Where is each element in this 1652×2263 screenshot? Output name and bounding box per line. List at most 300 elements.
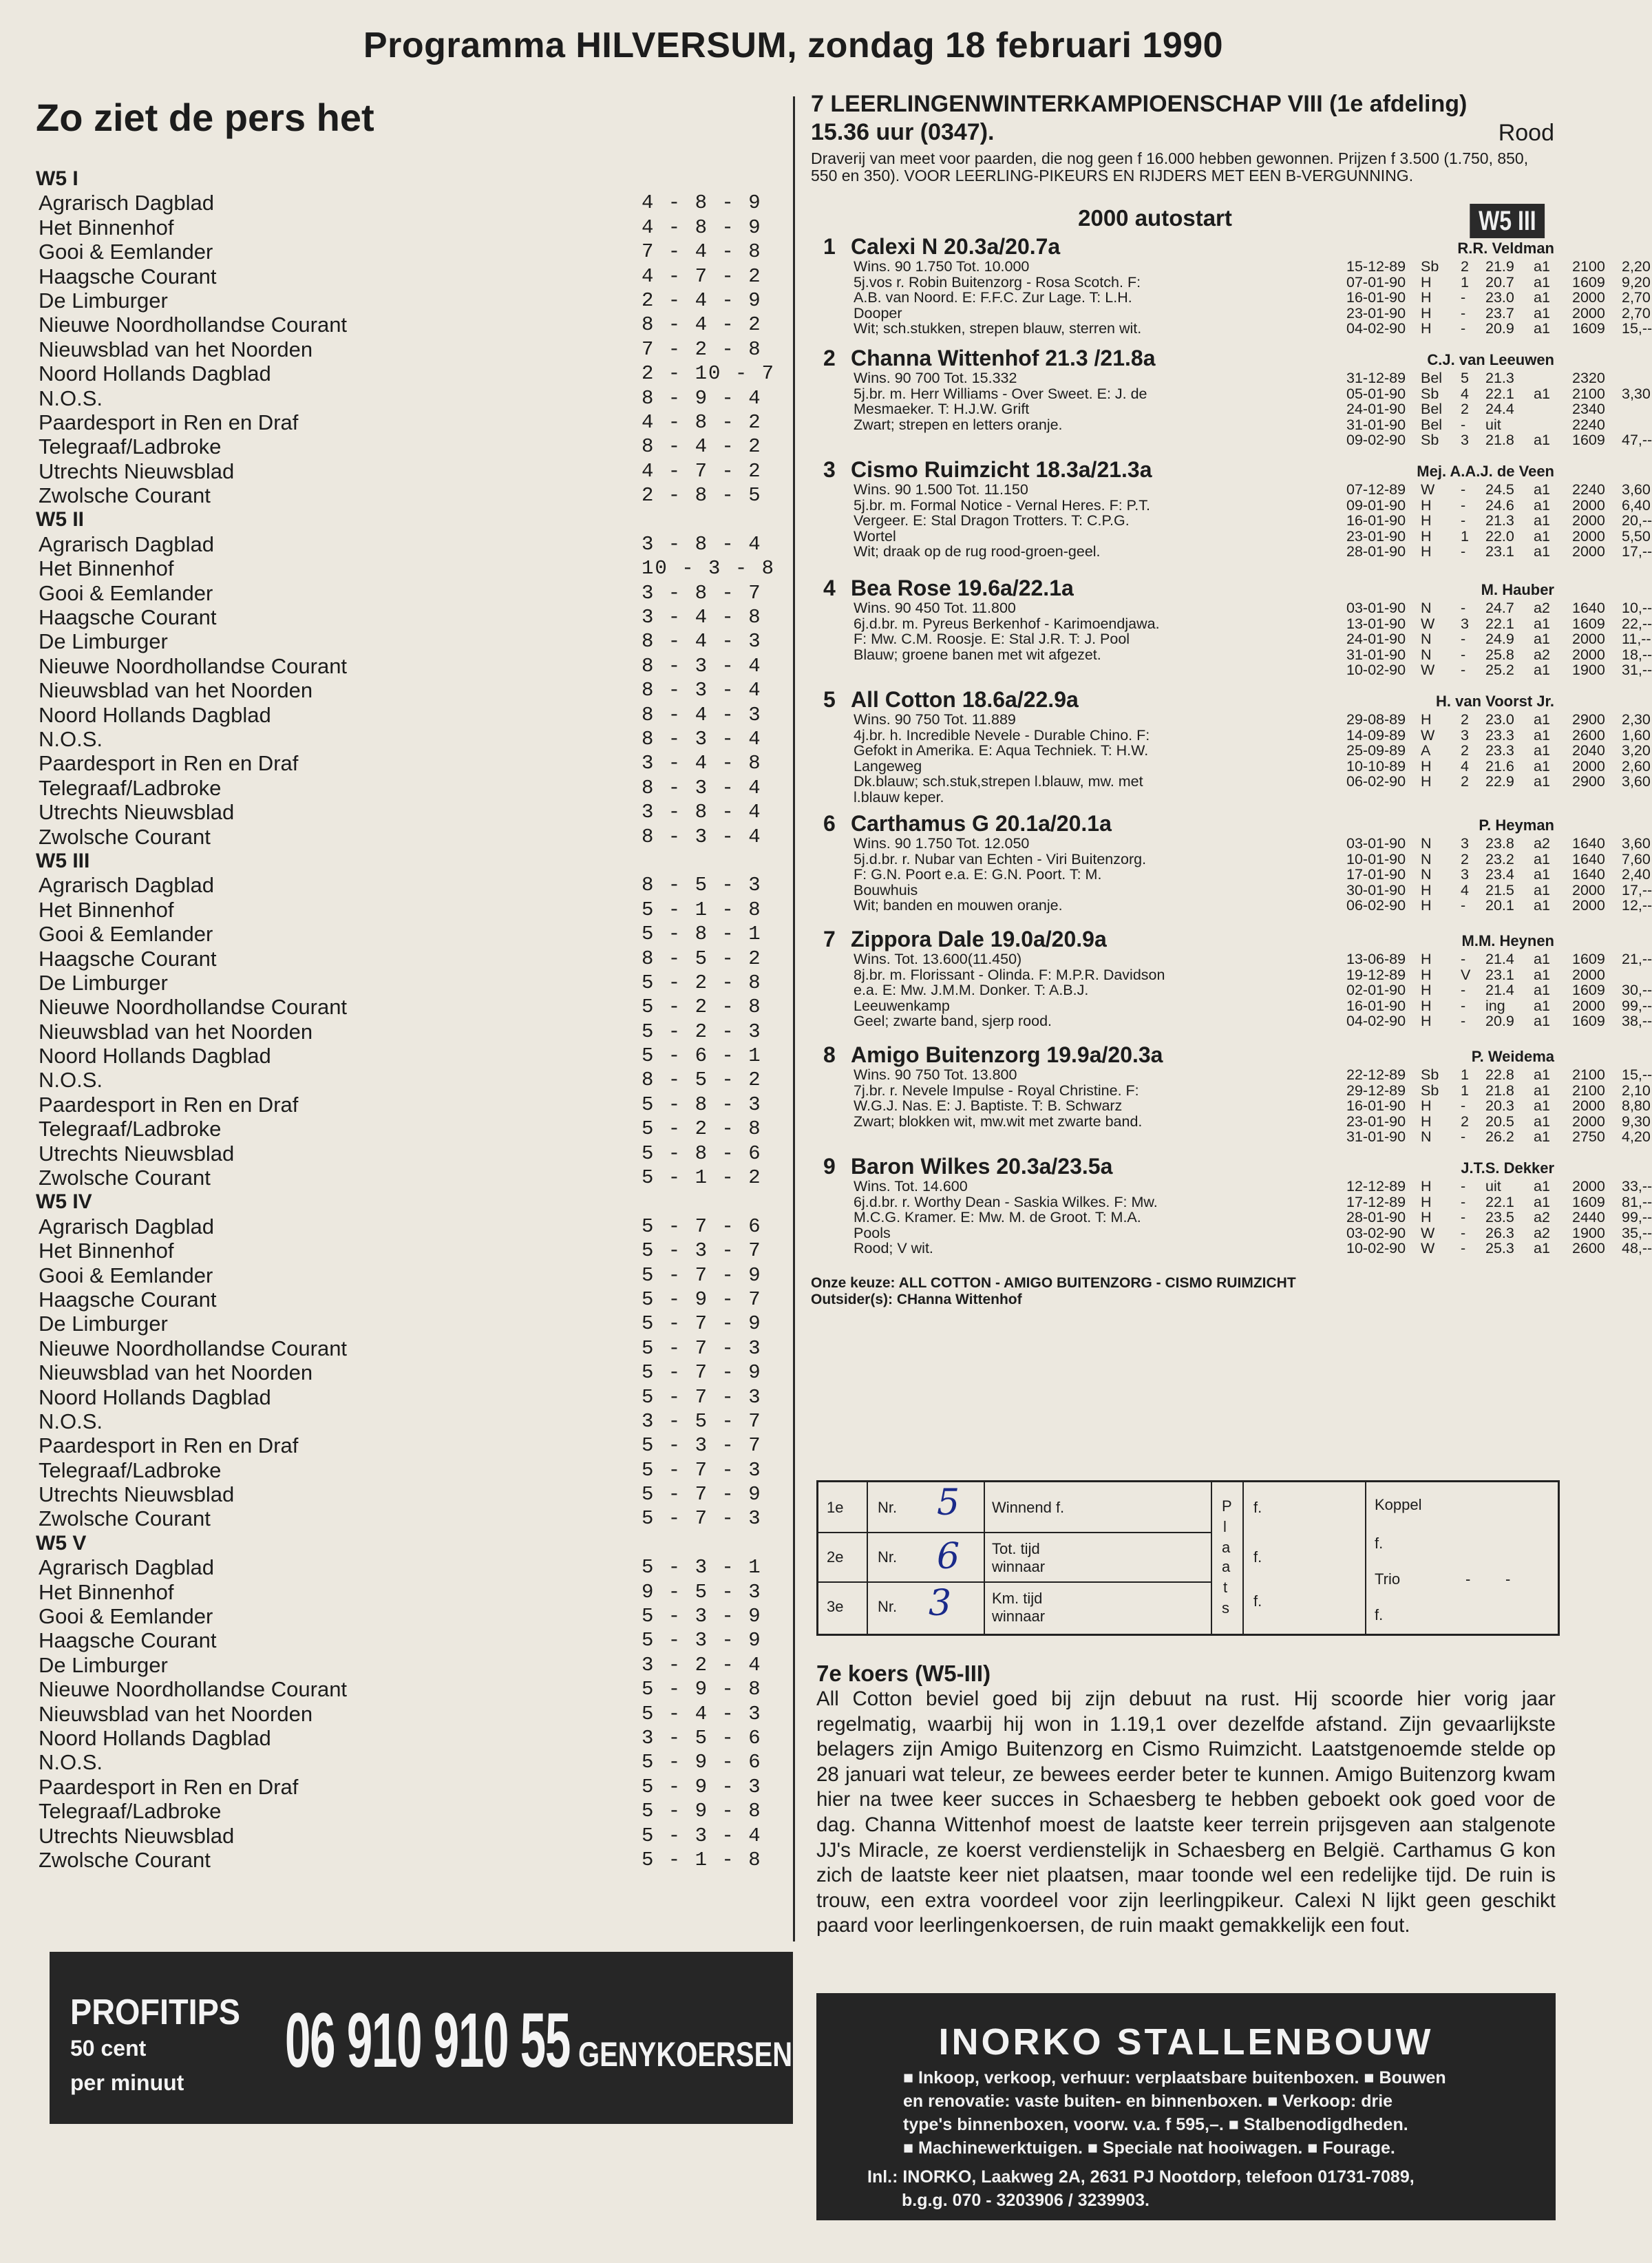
prediction-numbers: 5 - 7 - 6 xyxy=(642,1214,762,1238)
form-prize: 47,-- xyxy=(1622,432,1652,449)
form-row xyxy=(1225,401,1605,418)
prediction-numbers: 2 - 4 - 9 xyxy=(642,288,762,312)
form-dist: 2000 xyxy=(1572,1113,1605,1130)
form-start: a2 xyxy=(1534,600,1550,616)
newspaper-name: Telegraaf/Ladbroke xyxy=(39,1117,222,1141)
form-prize: 81,-- xyxy=(1622,1193,1652,1210)
prediction-numbers: 5 - 7 - 3 xyxy=(642,1507,762,1530)
profitips-phone-number: 06 910 910 55 xyxy=(285,1997,571,2083)
form-row xyxy=(1225,385,1651,402)
form-row xyxy=(1225,711,1651,728)
form-time: 20.9 xyxy=(1485,1013,1514,1030)
form-time: 25.3 xyxy=(1485,1240,1514,1257)
form-date: 25-09-89 xyxy=(1346,742,1406,759)
form-dist: 2440 xyxy=(1572,1209,1605,1226)
prediction-numbers: 8 - 4 - 3 xyxy=(642,630,762,653)
newspaper-name: N.O.S. xyxy=(39,1068,103,1093)
form-prize: 18,-- xyxy=(1622,646,1652,663)
prediction-numbers: 10 - 3 - 8 xyxy=(642,557,776,580)
form-date: 31-01-90 xyxy=(1346,646,1406,663)
form-pos: - xyxy=(1461,1209,1466,1226)
choice-text: Onze keuze: ALL COTTON - AMIGO BUITENZORG - CISMO RUIMZICHT xyxy=(811,1275,1296,1291)
horse-description-line: Wit; sch.stukken, strepen blauw, sterren wit. xyxy=(854,320,1142,337)
horse-form-table xyxy=(1225,1066,1652,1146)
press-row xyxy=(36,947,786,971)
nr-label-3: Nr. xyxy=(878,1598,898,1615)
horse-entry xyxy=(811,454,1652,573)
horse-description-line: F: Mw. C.M. Roosje. E: Stal J.R. T: J. Pool xyxy=(854,631,1130,648)
form-track: H xyxy=(1421,512,1432,529)
newspaper-name: Paardesport in Ren en Draf xyxy=(39,751,299,776)
form-date: 23-01-90 xyxy=(1346,304,1406,322)
horse-description-line: Leeuwenkamp xyxy=(854,997,950,1014)
race-distance: 2000 autostart xyxy=(1078,205,1232,231)
prediction-numbers: 5 - 3 - 7 xyxy=(642,1239,762,1263)
form-row xyxy=(1225,600,1652,616)
prediction-numbers: 3 - 2 - 4 xyxy=(642,1653,762,1676)
form-track: H xyxy=(1421,773,1432,790)
horse-description-line: A.B. van Noord. E: F.F.C. Zur Lage. T: L.H. xyxy=(854,289,1132,306)
form-prize: 99,-- xyxy=(1622,997,1652,1014)
form-start: a1 xyxy=(1534,320,1550,337)
form-row xyxy=(1225,850,1651,867)
form-time: 26.3 xyxy=(1485,1224,1514,1241)
form-start: a1 xyxy=(1534,1097,1550,1115)
form-pos: V xyxy=(1461,966,1471,983)
prediction-numbers: 8 - 5 - 2 xyxy=(642,1069,762,1092)
horse-number: 4 xyxy=(823,576,836,600)
prediction-numbers: 5 - 2 - 8 xyxy=(642,996,762,1019)
form-track: H xyxy=(1421,951,1432,967)
form-track: H xyxy=(1421,496,1432,514)
newspaper-name: Gooi & Eemlander xyxy=(39,240,213,264)
horse-description-line: 4j.br. h. Incredible Nevele - Durable Chino. F: xyxy=(854,726,1150,744)
form-time: 25.2 xyxy=(1485,662,1514,679)
prediction-numbers: 3 - 8 - 4 xyxy=(642,801,762,824)
newspaper-name: Haagsche Courant xyxy=(39,1628,217,1653)
form-row xyxy=(1225,997,1652,1014)
trio-dash-2: - xyxy=(1505,1570,1511,1588)
prediction-numbers: 8 - 3 - 4 xyxy=(642,727,762,750)
form-prize: 3,60 xyxy=(1622,835,1651,852)
press-race-block xyxy=(36,1190,786,1530)
form-date: 04-02-90 xyxy=(1346,320,1406,337)
form-pos: 2 xyxy=(1461,258,1469,275)
form-track: N xyxy=(1421,835,1432,852)
press-row xyxy=(36,800,786,824)
prediction-numbers: 3 - 8 - 4 xyxy=(642,532,762,556)
form-dist: 2000 xyxy=(1572,646,1605,663)
prediction-numbers: 7 - 2 - 8 xyxy=(642,337,762,361)
form-start: a1 xyxy=(1534,742,1550,759)
newspaper-name: N.O.S. xyxy=(39,1750,103,1775)
prediction-numbers: 8 - 5 - 3 xyxy=(642,874,762,897)
form-row xyxy=(1225,1013,1652,1030)
form-pos: 2 xyxy=(1461,1113,1469,1130)
form-time: 23.1 xyxy=(1485,543,1514,560)
race-conditions: Draverij van meet voor paarden, die nog geen f 16.000 hebben gewonnen. Prijzen f 3.500 (1.750, 850, 550 en 350). VOOR LEERLING-PIKEURS EN RIJDERS MET EEN B-VERGUNNING. xyxy=(811,149,1529,185)
form-track: Sb xyxy=(1421,1066,1439,1083)
horse-trainer: P. Heyman xyxy=(1479,817,1554,834)
newspaper-name: Nieuwe Noordhollandse Courant xyxy=(39,313,348,337)
form-track: H xyxy=(1421,1209,1432,1226)
form-pos: - xyxy=(1461,543,1466,560)
newspaper-name: Utrechts Nieuwsblad xyxy=(39,800,235,825)
form-start: a1 xyxy=(1534,773,1550,790)
horse-description-line: Wins. 90 1.750 Tot. 10.000 xyxy=(854,258,1030,275)
horse-form-table xyxy=(1225,711,1651,790)
horse-description-line: Wortel xyxy=(854,527,896,545)
horse-number: 6 xyxy=(823,811,836,836)
form-row xyxy=(1225,1128,1651,1146)
form-track: H xyxy=(1421,289,1432,306)
newspaper-name: Haagsche Courant xyxy=(39,605,217,630)
prediction-numbers: 5 - 3 - 4 xyxy=(642,1824,762,1847)
form-date: 10-02-90 xyxy=(1346,662,1406,679)
form-dist: 1900 xyxy=(1572,662,1605,679)
form-row xyxy=(1225,1178,1652,1194)
form-row xyxy=(1225,481,1651,498)
press-races-list xyxy=(36,167,786,1872)
newspaper-name: Noord Hollands Dagblad xyxy=(39,1044,271,1069)
form-start: a2 xyxy=(1534,1209,1550,1226)
form-prize: 8,80 xyxy=(1622,1097,1651,1115)
form-dist: 2100 xyxy=(1572,385,1605,402)
form-prize: 99,-- xyxy=(1622,1209,1652,1226)
prediction-numbers: 3 - 5 - 6 xyxy=(642,1727,762,1749)
horse-description-line: 5j.vos r. Robin Buitenzorg - Rosa Scotch. F: xyxy=(854,273,1141,291)
form-pos: 2 xyxy=(1461,742,1469,759)
newspaper-name: Nieuwe Noordhollandse Courant xyxy=(39,1677,348,1702)
form-track: Sb xyxy=(1421,432,1439,449)
horse-header xyxy=(811,343,1554,370)
horse-description-line: Wins. 90 700 Tot. 15.332 xyxy=(854,370,1017,386)
field-tot-tijd: Tot. tijd winnaar xyxy=(992,1540,1046,1575)
press-race-label: W5 IV xyxy=(36,1190,92,1214)
form-start: a1 xyxy=(1534,496,1550,514)
form-track: W xyxy=(1421,481,1435,498)
form-prize: 11,-- xyxy=(1622,631,1651,648)
column-divider xyxy=(793,96,795,1941)
form-date: 31-12-89 xyxy=(1346,370,1406,386)
prediction-numbers: 5 - 8 - 1 xyxy=(642,923,762,946)
press-row xyxy=(36,1506,786,1530)
form-start: a1 xyxy=(1534,432,1550,449)
form-track: Sb xyxy=(1421,258,1439,275)
form-start: a1 xyxy=(1534,1193,1550,1210)
newspaper-name: Agrarisch Dagblad xyxy=(39,191,215,215)
form-pos: - xyxy=(1461,1128,1466,1146)
press-row xyxy=(36,1482,786,1506)
result-table xyxy=(816,1480,1560,1636)
form-date: 14-09-89 xyxy=(1346,726,1406,744)
prediction-numbers: 5 - 3 - 1 xyxy=(642,1556,762,1579)
plaats-letter-t: t xyxy=(1223,1579,1228,1596)
form-start: a1 xyxy=(1534,711,1550,728)
newspaper-name: Nieuwe Noordhollandse Courant xyxy=(39,995,348,1020)
form-date: 24-01-90 xyxy=(1346,401,1406,418)
form-prize: 5,50 xyxy=(1622,527,1651,545)
prediction-numbers: 4 - 8 - 9 xyxy=(642,215,762,239)
form-pos: 3 xyxy=(1461,432,1469,449)
form-start: a1 xyxy=(1534,543,1550,560)
press-row xyxy=(36,776,786,800)
prediction-numbers: 4 - 7 - 2 xyxy=(642,264,762,288)
form-pos: 1 xyxy=(1461,527,1469,545)
form-time: 24.4 xyxy=(1485,401,1514,418)
horse-header xyxy=(811,573,1554,600)
form-time: 24.5 xyxy=(1485,481,1514,498)
inorko-contact xyxy=(867,2165,1528,2212)
form-date: 30-01-90 xyxy=(1346,881,1406,898)
form-start: a1 xyxy=(1534,615,1550,632)
form-time: 21.3 xyxy=(1485,512,1514,529)
inorko-line-1: ■ Inkoop, verkoop, verhuur: verplaatsbare buitenboxen. ■ Bouwen xyxy=(903,2068,1446,2087)
horse-trainer: Mej. A.A.J. de Veen xyxy=(1417,463,1554,480)
newspaper-name: Zwolsche Courant xyxy=(39,1847,211,1872)
form-date: 10-02-90 xyxy=(1346,1240,1406,1257)
article-title: 7e koers (W5-III) xyxy=(816,1661,991,1686)
form-prize: 15,-- xyxy=(1622,1066,1652,1083)
form-time: 25.8 xyxy=(1485,646,1514,663)
form-pos: - xyxy=(1461,897,1466,914)
profitips-tagline: GENYKOERSEN xyxy=(578,2035,793,2074)
horse-number: 1 xyxy=(823,234,836,259)
form-time: 22.1 xyxy=(1485,615,1514,632)
form-start: a1 xyxy=(1534,512,1550,529)
prediction-numbers: 5 - 2 - 8 xyxy=(642,1117,762,1141)
form-date: 10-01-90 xyxy=(1346,850,1406,867)
form-date: 06-02-90 xyxy=(1346,773,1406,790)
form-dist: 2320 xyxy=(1572,370,1605,386)
newspaper-name: Utrechts Nieuwsblad xyxy=(39,459,235,483)
profitips-price: 50 cent xyxy=(70,2036,147,2061)
form-dist: 2000 xyxy=(1572,289,1605,306)
horse-description-line: M.C.G. Kramer. E: Mw. M. de Groot. T: M.A. xyxy=(854,1209,1141,1226)
form-prize: 6,40 xyxy=(1622,496,1651,514)
form-prize: 20,-- xyxy=(1622,512,1652,529)
form-start: a1 xyxy=(1534,273,1550,291)
form-prize: 3,60 xyxy=(1622,481,1651,498)
prediction-numbers: 5 - 7 - 3 xyxy=(642,1336,762,1360)
press-row xyxy=(36,1604,786,1628)
horse-description-line: Wins. 90 1.750 Tot. 12.050 xyxy=(854,835,1030,852)
form-dist: 1609 xyxy=(1572,1193,1605,1210)
form-row xyxy=(1225,1224,1652,1241)
newspaper-name: Paardesport in Ren en Draf xyxy=(39,1774,299,1799)
form-row xyxy=(1225,662,1652,679)
form-pos: - xyxy=(1461,481,1466,498)
newspaper-name: Het Binnenhof xyxy=(39,1239,174,1263)
press-race-block xyxy=(36,1531,786,1872)
form-pos: - xyxy=(1461,1193,1466,1210)
form-start: a2 xyxy=(1534,835,1550,852)
prediction-numbers: 5 - 8 - 6 xyxy=(642,1141,762,1165)
form-dist: 2240 xyxy=(1572,481,1605,498)
form-start: a1 xyxy=(1534,304,1550,322)
form-row xyxy=(1225,951,1652,967)
form-date: 16-01-90 xyxy=(1346,289,1406,306)
prediction-numbers: 5 - 9 - 3 xyxy=(642,1775,762,1798)
form-track: N xyxy=(1421,631,1432,648)
form-dist: 2000 xyxy=(1572,881,1605,898)
form-pos: 4 xyxy=(1461,385,1469,402)
form-date: 31-01-90 xyxy=(1346,416,1406,433)
horse-description-line: Dooper xyxy=(854,304,902,322)
form-dist: 2600 xyxy=(1572,726,1605,744)
form-track: H xyxy=(1421,543,1432,560)
form-date: 29-08-89 xyxy=(1346,711,1406,728)
form-track: H xyxy=(1421,320,1432,337)
horse-description-line: 6j.d.br. m. Pyreus Berkenhof - Karimoendjawa. xyxy=(854,615,1160,632)
horse-name: All Cotton 18.6a/22.9a xyxy=(851,687,1079,712)
horse-name: Zippora Dale 19.0a/20.9a xyxy=(851,927,1107,951)
form-dist: 2240 xyxy=(1572,416,1605,433)
press-row xyxy=(36,434,786,459)
form-date: 17-12-89 xyxy=(1346,1193,1406,1210)
form-track: H xyxy=(1421,982,1432,999)
newspaper-name: Gooi & Eemlander xyxy=(39,1604,213,1629)
handwritten-nr-1: 5 xyxy=(937,1482,960,1524)
prediction-numbers: 8 - 4 - 3 xyxy=(642,703,762,726)
newspaper-name: N.O.S. xyxy=(39,1409,103,1433)
horse-form-table xyxy=(1225,1178,1652,1257)
form-time: 20.5 xyxy=(1485,1113,1514,1130)
form-dist: 2900 xyxy=(1572,711,1605,728)
horse-number: 5 xyxy=(823,687,836,712)
inorko-contact-1: Inl.: INORKO, Laakweg 2A, 2631 PJ Nootdorp, telefoon 01731-7089, xyxy=(867,2167,1415,2187)
form-track: H xyxy=(1421,711,1432,728)
newspaper-name: Telegraaf/Ladbroke xyxy=(39,775,222,800)
press-row xyxy=(36,1628,786,1652)
form-dist: 2100 xyxy=(1572,258,1605,275)
form-start: a1 xyxy=(1534,850,1550,867)
form-pos: - xyxy=(1461,1178,1466,1194)
form-time: 23.0 xyxy=(1485,289,1514,306)
form-row xyxy=(1225,726,1651,744)
form-track: Sb xyxy=(1421,1082,1439,1099)
form-start: a1 xyxy=(1534,1178,1550,1194)
horse-description-line: Wit; banden en mouwen oranje. xyxy=(854,897,1063,914)
form-pos: 4 xyxy=(1461,881,1469,898)
form-date: 03-01-90 xyxy=(1346,835,1406,852)
newspaper-name: Paardesport in Ren en Draf xyxy=(39,1092,299,1117)
prediction-numbers: 5 - 7 - 9 xyxy=(642,1361,762,1385)
prediction-numbers: 5 - 3 - 7 xyxy=(642,1434,762,1457)
form-dist: 1609 xyxy=(1572,320,1605,337)
newspaper-name: Het Binnenhof xyxy=(39,897,174,922)
form-row xyxy=(1225,966,1605,983)
form-time: 20.3 xyxy=(1485,1097,1514,1115)
horse-header xyxy=(811,454,1554,482)
press-row xyxy=(36,288,786,313)
press-row xyxy=(36,1409,786,1433)
form-start: a1 xyxy=(1534,662,1550,679)
form-prize: 7,60 xyxy=(1622,850,1651,867)
form-start: a1 xyxy=(1534,757,1550,775)
horse-description-line: 5j.br. m. Herr Williams - Over Sweet. E: J. de xyxy=(854,385,1147,402)
newspaper-name: Noord Hollands Dagblad xyxy=(39,1385,271,1409)
form-row xyxy=(1225,320,1652,337)
horse-header xyxy=(811,1151,1554,1179)
form-start: a1 xyxy=(1534,866,1550,883)
form-date: 10-10-89 xyxy=(1346,757,1406,775)
form-date: 06-02-90 xyxy=(1346,897,1406,914)
newspaper-name: Nieuwsblad van het Noorden xyxy=(39,1360,313,1385)
plaats-letter-s: s xyxy=(1222,1599,1229,1617)
form-pos: - xyxy=(1461,289,1466,306)
form-row xyxy=(1225,1082,1651,1099)
newspaper-name: De Limburger xyxy=(39,1652,168,1677)
newspaper-name: Paardesport in Ren en Draf xyxy=(39,410,299,434)
horse-description-line: Vergeer. E: Stal Dragon Trotters. T: C.P.G. xyxy=(854,512,1130,529)
form-time: 21.9 xyxy=(1485,258,1514,275)
form-time: 23.7 xyxy=(1485,304,1514,322)
press-predictions xyxy=(36,96,786,1872)
form-prize: 2,20 xyxy=(1622,258,1651,275)
press-row xyxy=(36,581,786,605)
page-title: Programma HILVERSUM, zondag 18 februari 1990 xyxy=(363,25,1224,65)
press-row xyxy=(36,727,786,751)
form-pos: 3 xyxy=(1461,726,1469,744)
form-dist: 2000 xyxy=(1572,966,1605,983)
prediction-numbers: 8 - 5 - 2 xyxy=(642,947,762,970)
newspaper-name: Nieuwsblad van het Noorden xyxy=(39,1701,313,1726)
form-pos: 3 xyxy=(1461,866,1469,883)
prediction-numbers: 5 - 9 - 8 xyxy=(642,1800,762,1823)
horse-number: 8 xyxy=(823,1042,836,1067)
form-time: 23.8 xyxy=(1485,835,1514,852)
prediction-numbers: 5 - 7 - 9 xyxy=(642,1263,762,1287)
profitips-title: PROFITIPS xyxy=(70,1992,241,2032)
form-date: 07-12-89 xyxy=(1346,481,1406,498)
form-pos: - xyxy=(1461,982,1466,999)
form-time: 26.2 xyxy=(1485,1128,1514,1146)
inorko-line-2: en renovatie: vaste buiten- en binnenboxen. ■ Verkoop: drie xyxy=(903,2092,1393,2111)
form-prize: 2,60 xyxy=(1622,757,1651,775)
horse-header xyxy=(811,1040,1554,1067)
newspaper-name: Utrechts Nieuwsblad xyxy=(39,1141,235,1166)
form-row xyxy=(1225,897,1652,914)
newspaper-name: Nieuwe Noordhollandse Courant xyxy=(39,1336,348,1360)
press-row xyxy=(36,1824,786,1848)
horse-description-line: 5j.d.br. r. Nubar van Echten - Viri Buitenzorg. xyxy=(854,850,1147,867)
newspaper-name: Nieuwsblad van het Noorden xyxy=(39,678,313,703)
form-row xyxy=(1225,773,1651,790)
form-date: 23-01-90 xyxy=(1346,527,1406,545)
form-start: a1 xyxy=(1534,1082,1550,1099)
form-date: 05-01-90 xyxy=(1346,385,1406,402)
form-date: 07-01-90 xyxy=(1346,273,1406,291)
form-row xyxy=(1225,1113,1651,1130)
form-pos: 2 xyxy=(1461,711,1469,728)
form-prize: 33,-- xyxy=(1622,1178,1652,1194)
form-time: 23.3 xyxy=(1485,726,1514,744)
form-row xyxy=(1225,1097,1651,1115)
trio-dash-1: - xyxy=(1465,1570,1471,1588)
profitips-per-minute: per minuut xyxy=(70,2070,184,2095)
press-row xyxy=(36,240,786,264)
plaats-letter-a2: a xyxy=(1222,1558,1231,1575)
koppel-label: Koppel xyxy=(1375,1496,1422,1513)
newspaper-name: Telegraaf/Ladbroke xyxy=(39,434,222,459)
press-row xyxy=(36,1044,786,1068)
horse-trainer: M.M. Heynen xyxy=(1461,932,1554,949)
newspaper-name: Zwolsche Courant xyxy=(39,1166,211,1190)
form-prize: 15,-- xyxy=(1622,320,1652,337)
form-dist: 1609 xyxy=(1572,615,1605,632)
horse-form-table xyxy=(1225,835,1652,914)
